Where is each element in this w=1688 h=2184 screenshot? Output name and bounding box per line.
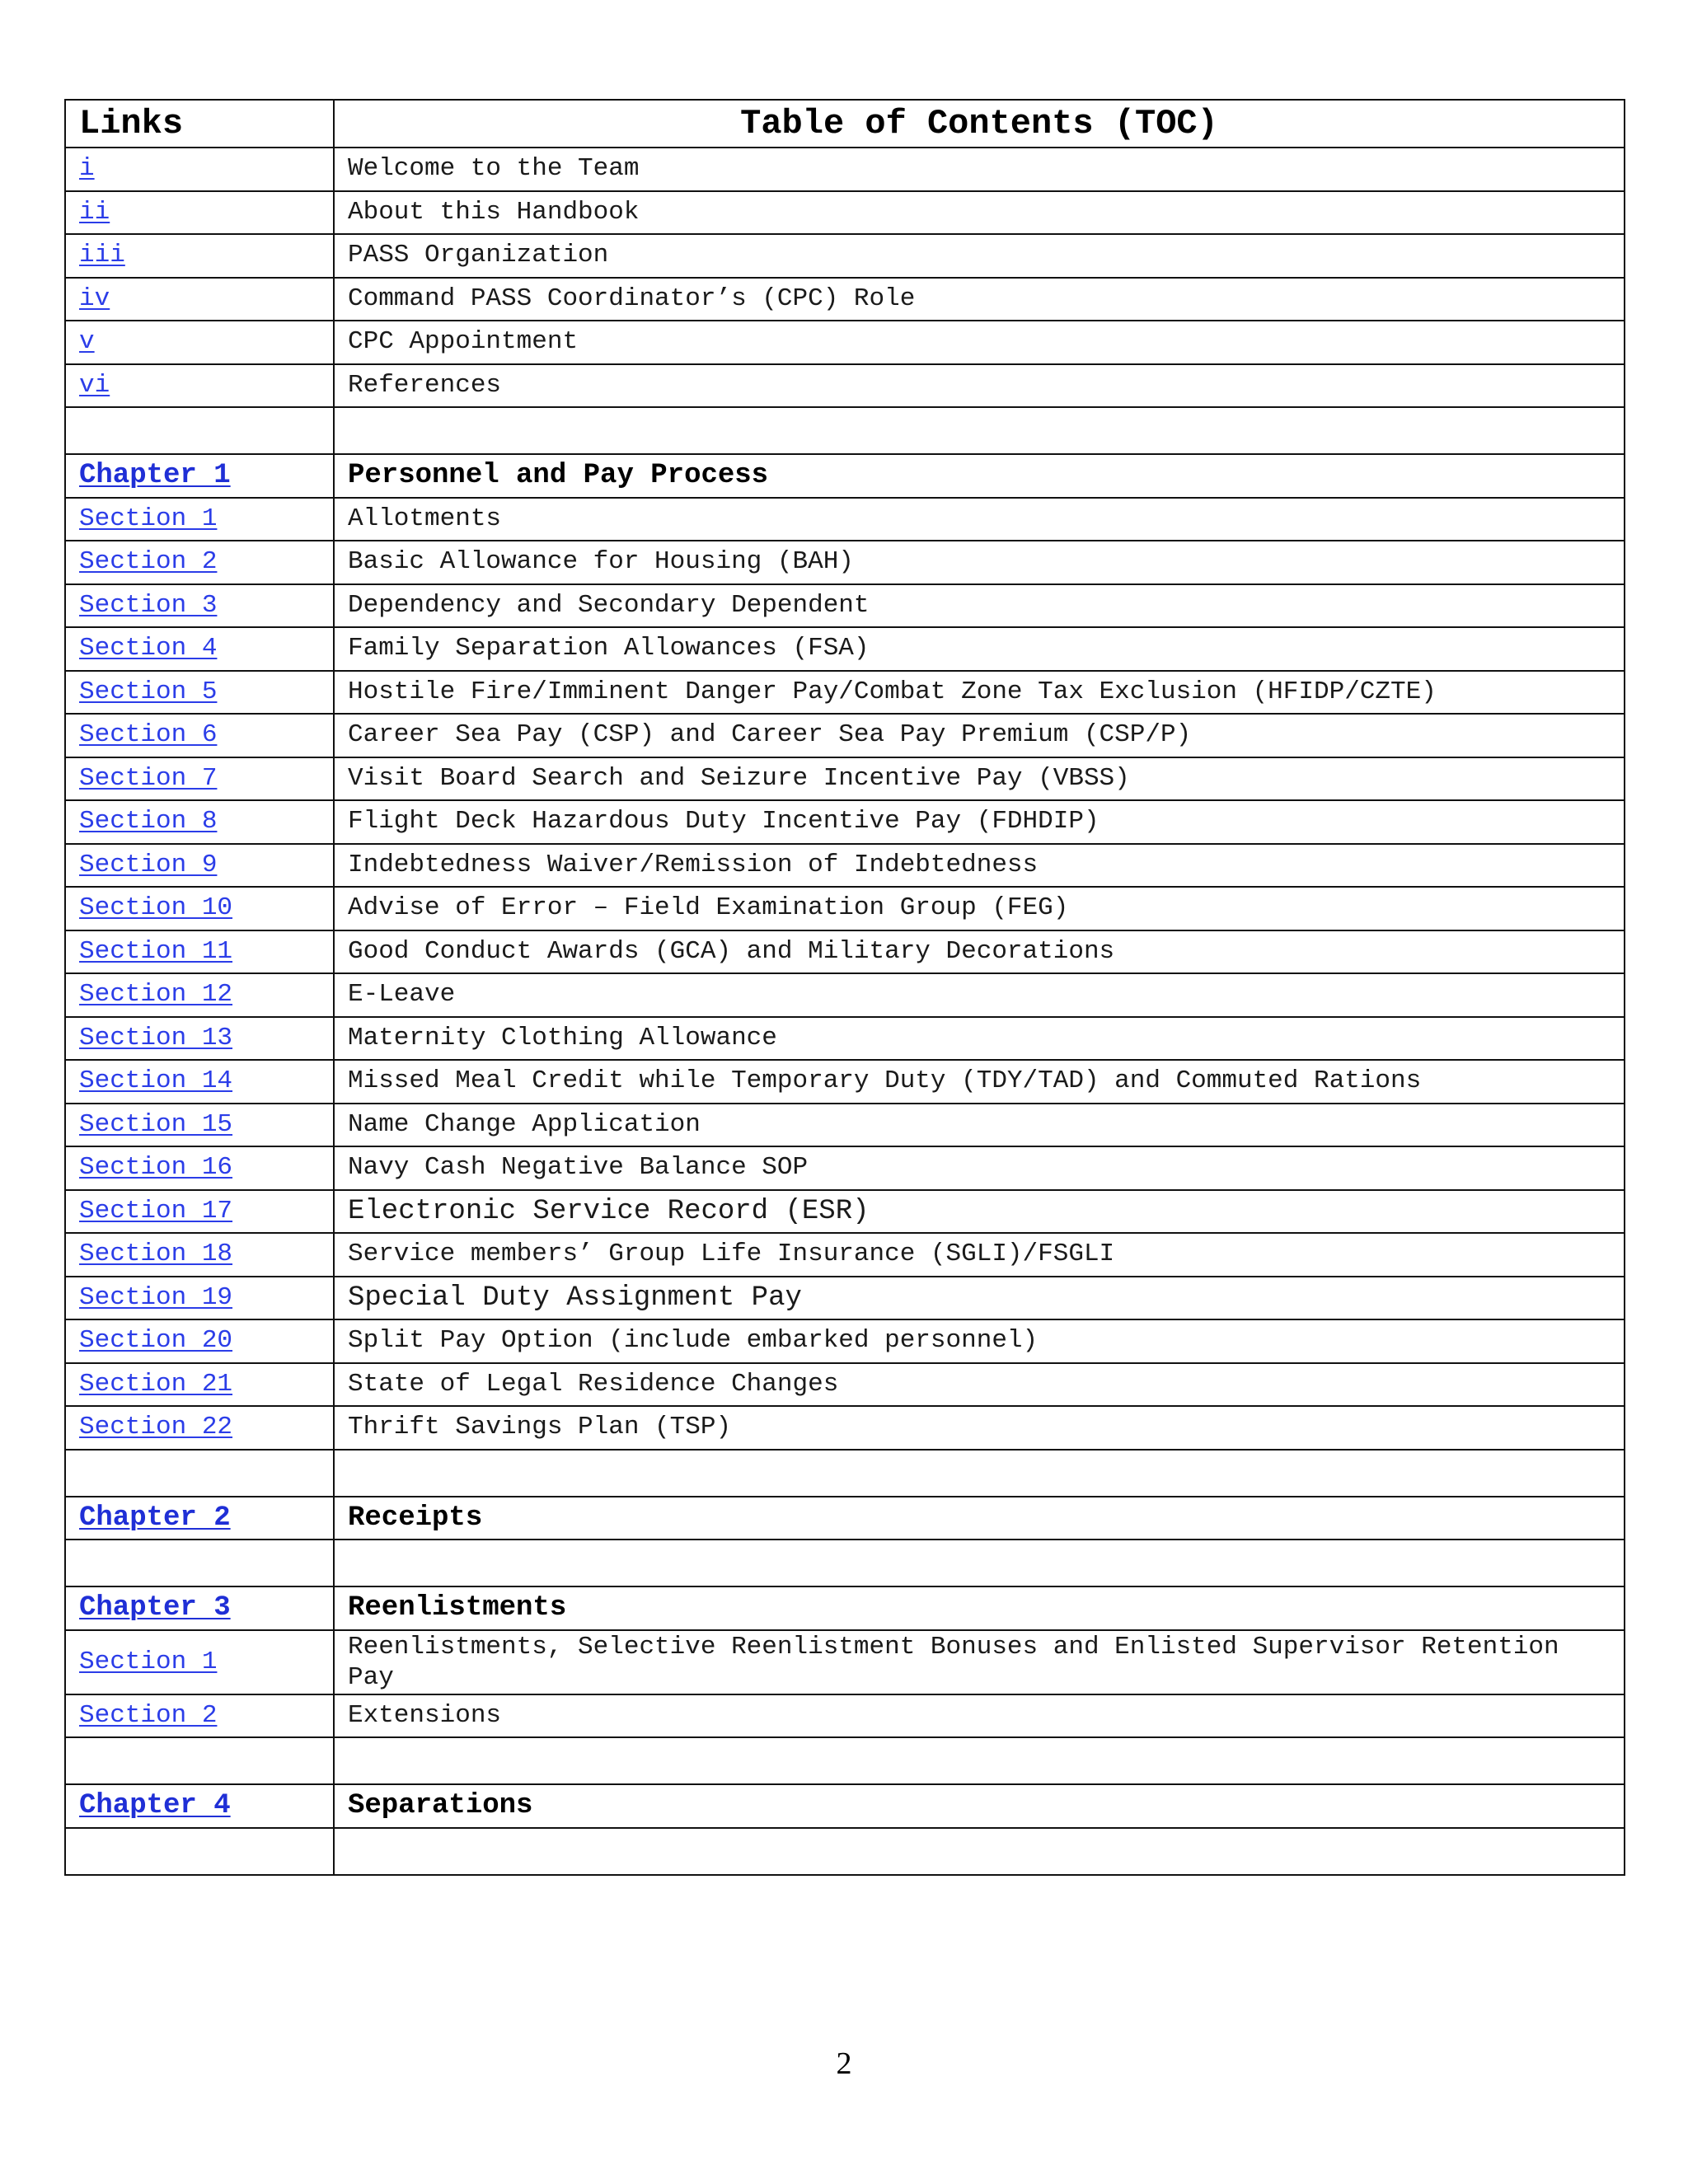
link-cell: [65, 1104, 334, 1147]
section-link[interactable]: Section 14: [79, 1066, 233, 1096]
link-cell: [65, 191, 334, 235]
section-link[interactable]: Section 9: [79, 850, 218, 879]
page-number: 2: [836, 2046, 852, 2081]
link-cell: [65, 1060, 334, 1104]
section-title: About this Handbook: [334, 191, 1625, 235]
blank-row: [65, 1450, 1625, 1497]
section-title: Split Pay Option (include embarked personnel): [334, 1319, 1625, 1363]
section-title: References: [334, 364, 1625, 408]
link-cell: [65, 321, 334, 364]
section-title: Missed Meal Credit while Temporary Duty (TDY/TAD) and Commuted Rations: [334, 1060, 1625, 1104]
section-row: [65, 887, 1625, 930]
section-link[interactable]: Section 2: [79, 547, 218, 577]
section-link[interactable]: Section 22: [79, 1413, 233, 1442]
link-cell: [65, 1694, 334, 1738]
section-title: Allotments: [334, 498, 1625, 541]
section-row: [65, 930, 1625, 974]
link-cell: [65, 1277, 334, 1320]
chapter-link[interactable]: Chapter 1: [79, 460, 231, 492]
link-cell: [65, 148, 334, 191]
link-cell: [65, 364, 334, 408]
section-title: Visit Board Search and Seizure Incentive Pay (VBSS): [334, 757, 1625, 801]
link-cell: [65, 234, 334, 278]
section-link[interactable]: vi: [79, 370, 110, 400]
section-link[interactable]: Section 7: [79, 763, 218, 793]
section-row: [65, 800, 1625, 844]
blank-title-cell: [334, 1828, 1625, 1875]
link-cell: [65, 757, 334, 801]
section-title: Service members’ Group Life Insurance (SGLI)/FSGLI: [334, 1233, 1625, 1277]
link-cell: [65, 1363, 334, 1407]
toc-header-row: [65, 100, 1625, 148]
link-cell: [65, 1630, 334, 1694]
section-title: Command PASS Coordinator’s (CPC) Role: [334, 278, 1625, 321]
chapter-link[interactable]: Chapter 3: [79, 1592, 231, 1624]
section-link[interactable]: Section 2: [79, 1700, 218, 1730]
section-link[interactable]: Section 15: [79, 1109, 233, 1139]
blank-link-cell: [65, 1540, 334, 1586]
section-title: Indebtedness Waiver/Remission of Indebtedness: [334, 844, 1625, 888]
section-row: [65, 364, 1625, 408]
section-row: [65, 1694, 1625, 1738]
section-row: [65, 1406, 1625, 1450]
section-link[interactable]: Section 1: [79, 504, 218, 533]
link-cell: [65, 1190, 334, 1234]
blank-row: [65, 1828, 1625, 1875]
section-link[interactable]: Section 4: [79, 634, 218, 663]
section-title: PASS Organization: [334, 234, 1625, 278]
link-cell: [65, 1233, 334, 1277]
section-link[interactable]: ii: [79, 197, 110, 227]
section-title: Thrift Savings Plan (TSP): [334, 1406, 1625, 1450]
section-link[interactable]: Section 20: [79, 1326, 233, 1356]
section-link[interactable]: Section 18: [79, 1240, 233, 1269]
section-row: [65, 1630, 1625, 1694]
section-title: Reenlistments, Selective Reenlistment Bonuses and Enlisted Supervisor Retention Pay: [334, 1630, 1625, 1694]
section-title: Advise of Error – Field Examination Group (FEG): [334, 887, 1625, 930]
chapter-row: [65, 1586, 1625, 1630]
section-title: Basic Allowance for Housing (BAH): [334, 541, 1625, 584]
section-row: [65, 498, 1625, 541]
section-link[interactable]: Section 19: [79, 1282, 233, 1312]
chapter-title: Reenlistments: [334, 1586, 1625, 1630]
section-title: CPC Appointment: [334, 321, 1625, 364]
section-row: [65, 1060, 1625, 1104]
section-link[interactable]: v: [79, 327, 95, 357]
section-row: [65, 714, 1625, 757]
section-row: [65, 757, 1625, 801]
section-link[interactable]: iv: [79, 284, 110, 313]
section-title: Navy Cash Negative Balance SOP: [334, 1146, 1625, 1190]
section-row: [65, 321, 1625, 364]
section-link[interactable]: Section 16: [79, 1153, 233, 1183]
link-cell: [65, 930, 334, 974]
blank-title-cell: [334, 1540, 1625, 1586]
section-row: [65, 973, 1625, 1017]
section-link[interactable]: Section 8: [79, 807, 218, 837]
section-link[interactable]: Section 3: [79, 590, 218, 620]
section-link[interactable]: Section 21: [79, 1369, 233, 1399]
section-row: [65, 1017, 1625, 1061]
section-link[interactable]: Section 11: [79, 936, 233, 966]
chapter-row: [65, 1497, 1625, 1540]
chapter-link[interactable]: Chapter 4: [79, 1790, 231, 1822]
chapter-title: Receipts: [334, 1497, 1625, 1540]
section-row: [65, 671, 1625, 715]
blank-link-cell: [65, 1737, 334, 1784]
section-row: [65, 844, 1625, 888]
blank-title-cell: [334, 1450, 1625, 1497]
blank-title-cell: [334, 1737, 1625, 1784]
section-row: [65, 1319, 1625, 1363]
blank-row: [65, 1540, 1625, 1586]
link-cell: [65, 887, 334, 930]
section-title: Welcome to the Team: [334, 148, 1625, 191]
chapter-title: Separations: [334, 1784, 1625, 1828]
section-row: [65, 1233, 1625, 1277]
section-link[interactable]: Section 17: [79, 1196, 233, 1226]
section-title: Extensions: [334, 1694, 1625, 1738]
section-title: E-Leave: [334, 973, 1625, 1017]
chapter-row: [65, 454, 1625, 498]
link-cell: [65, 973, 334, 1017]
link-cell: [65, 1319, 334, 1363]
blank-row: [65, 1737, 1625, 1784]
section-title: Name Change Application: [334, 1104, 1625, 1147]
link-cell: [65, 1497, 334, 1540]
link-cell: [65, 498, 334, 541]
section-row: [65, 1277, 1625, 1320]
blank-link-cell: [65, 1450, 334, 1497]
link-cell: [65, 627, 334, 671]
section-link[interactable]: i: [79, 154, 95, 184]
section-row: [65, 191, 1625, 235]
section-title: Career Sea Pay (CSP) and Career Sea Pay Premium (CSP/P): [334, 714, 1625, 757]
section-row: [65, 234, 1625, 278]
link-cell: [65, 584, 334, 628]
blank-link-cell: [65, 1828, 334, 1875]
section-row: [65, 1363, 1625, 1407]
blank-link-cell: [65, 407, 334, 454]
section-link[interactable]: Section 12: [79, 980, 233, 1010]
link-cell: [65, 1406, 334, 1450]
section-row: [65, 541, 1625, 584]
link-cell: [65, 1017, 334, 1061]
section-title: Electronic Service Record (ESR): [334, 1190, 1625, 1234]
section-title: Hostile Fire/Imminent Danger Pay/Combat Zone Tax Exclusion (HFIDP/CZTE): [334, 671, 1625, 715]
link-cell: [65, 1784, 334, 1828]
section-link[interactable]: Section 5: [79, 677, 218, 706]
section-row: [65, 627, 1625, 671]
link-cell: [65, 454, 334, 498]
link-cell: [65, 714, 334, 757]
section-title: Good Conduct Awards (GCA) and Military Decorations: [334, 930, 1625, 974]
section-title: State of Legal Residence Changes: [334, 1363, 1625, 1407]
blank-row: [65, 407, 1625, 454]
section-link[interactable]: Section 10: [79, 893, 233, 923]
links-column-header: Links: [65, 100, 334, 148]
link-cell: [65, 1146, 334, 1190]
toc-title-header: Table of Contents (TOC): [334, 100, 1625, 148]
section-title: Dependency and Secondary Dependent: [334, 584, 1625, 628]
link-cell: [65, 278, 334, 321]
link-cell: [65, 844, 334, 888]
section-link[interactable]: iii: [79, 241, 125, 270]
toc-header: [65, 100, 1625, 148]
section-title: Special Duty Assignment Pay: [334, 1277, 1625, 1320]
section-row: [65, 278, 1625, 321]
section-link[interactable]: Section 13: [79, 1023, 233, 1052]
chapter-link[interactable]: Chapter 2: [79, 1502, 231, 1534]
section-title: Maternity Clothing Allowance: [334, 1017, 1625, 1061]
section-title: Family Separation Allowances (FSA): [334, 627, 1625, 671]
link-cell: [65, 541, 334, 584]
link-cell: [65, 671, 334, 715]
link-cell: [65, 800, 334, 844]
section-link[interactable]: Section 6: [79, 720, 218, 750]
section-row: [65, 584, 1625, 628]
link-cell: [65, 1586, 334, 1630]
section-row: [65, 1104, 1625, 1147]
toc-table: [64, 99, 1625, 1876]
section-row: [65, 1146, 1625, 1190]
section-title: Flight Deck Hazardous Duty Incentive Pay (FDHDIP): [334, 800, 1625, 844]
section-row: [65, 148, 1625, 191]
section-row: [65, 1190, 1625, 1234]
blank-title-cell: [334, 407, 1625, 454]
chapter-row: [65, 1784, 1625, 1828]
chapter-title: Personnel and Pay Process: [334, 454, 1625, 498]
toc-body: [65, 148, 1625, 1875]
section-link[interactable]: Section 1: [79, 1647, 218, 1676]
